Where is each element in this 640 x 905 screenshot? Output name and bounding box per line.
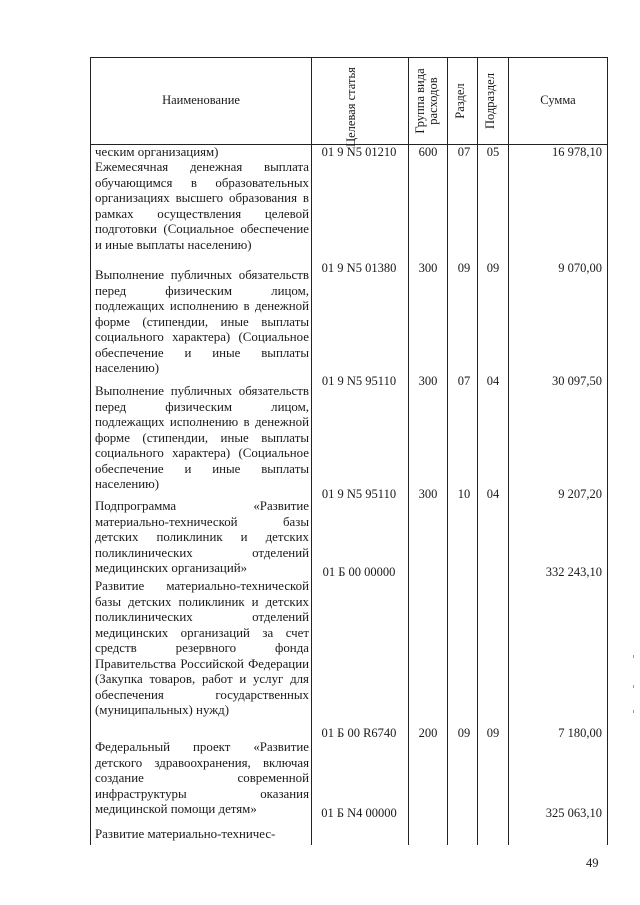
row-subsection: 04 bbox=[486, 374, 500, 388]
row-sum: 7 180,00 bbox=[558, 726, 602, 740]
row-name: ческим организациям) bbox=[95, 145, 219, 159]
row-target-item: 01 Б N4 00000 bbox=[321, 806, 397, 820]
header-sum: Сумма bbox=[540, 93, 576, 107]
row-subsection: 04 bbox=[486, 487, 500, 501]
scan-speck bbox=[633, 685, 634, 688]
row-target-item: 01 Б 00 R6740 bbox=[321, 726, 397, 740]
scan-speck bbox=[633, 655, 634, 658]
row-expense-group: 600 bbox=[418, 145, 438, 159]
row-section: 07 bbox=[457, 374, 471, 388]
row-name: Развитие материально-техничес- bbox=[95, 827, 276, 841]
row-expense-group: 200 bbox=[418, 726, 438, 740]
row-name: Подпрограмма «Развитие материально-технической базы детских поликлиник и детских поликлинических отделений медицинских организаций» bbox=[95, 499, 309, 575]
row-subsection: 09 bbox=[486, 726, 500, 740]
row-name: Ежемесячная денежная выплата обучающимся в образовательных организациях высшего образования в рамках осуществления целевой подготовки (Социальное обеспечение и иные выплаты населению) bbox=[95, 160, 309, 252]
row-target-item: 01 9 N5 01210 bbox=[321, 145, 397, 159]
header-name: Наименование bbox=[162, 93, 240, 107]
header-expense-group: Группа вида расходов bbox=[413, 68, 440, 134]
row-expense-group: 300 bbox=[418, 487, 438, 501]
row-name: Выполнение публичных обязательств перед физическим лицом, подлежащих исполнению в денежной форме (стипендии, иные выплаты социального характера) (Социальное обеспечение и иные выплаты населению) bbox=[95, 268, 309, 375]
row-expense-group: 300 bbox=[418, 261, 438, 275]
header-section: Раздел bbox=[453, 83, 467, 119]
row-subsection: 05 bbox=[486, 145, 500, 159]
scan-speck bbox=[633, 710, 634, 713]
row-section: 07 bbox=[457, 145, 471, 159]
row-sum: 325 063,10 bbox=[545, 806, 602, 820]
row-target-item: 01 9 N5 95110 bbox=[321, 374, 397, 388]
row-subsection: 09 bbox=[486, 261, 500, 275]
row-name: Выполнение публичных обязательств перед физическим лицом, подлежащих исполнению в денежной форме (стипендии, иные выплаты социального характера) (Социальное обеспечение и иные выплаты населению) bbox=[95, 384, 309, 491]
row-expense-group: 300 bbox=[418, 374, 438, 388]
row-section: 10 bbox=[457, 487, 471, 501]
row-sum: 16 978,10 bbox=[552, 145, 602, 159]
row-target-item: 01 9 N5 95110 bbox=[321, 487, 397, 501]
header-subsection: Подраздел bbox=[483, 73, 497, 129]
row-target-item: 01 9 N5 01380 bbox=[321, 261, 397, 275]
row-sum: 30 097,50 bbox=[552, 374, 602, 388]
row-sum: 332 243,10 bbox=[545, 565, 602, 579]
row-section: 09 bbox=[457, 726, 471, 740]
row-section: 09 bbox=[457, 261, 471, 275]
row-target-item: 01 Б 00 00000 bbox=[322, 565, 396, 579]
header-target-item: Целевая статья bbox=[344, 67, 358, 147]
row-name: Федеральный проект «Развитие детского здравоохранения, включая создание современной инфраструктуры оказания медицинской помощи детям» bbox=[95, 740, 309, 816]
row-sum: 9 207,20 bbox=[558, 487, 602, 501]
page-number: 49 bbox=[586, 856, 599, 870]
row-name: Развитие материально-технической базы детских поликлиник и детских поликлинических отделений медицинских организаций за счет средств резервного фонда Правительства Российской Федерации (Закупка товаров, работ и услуг для обеспечения государственных (муниципальных) нужд) bbox=[95, 579, 309, 717]
row-sum: 9 070,00 bbox=[558, 261, 602, 275]
